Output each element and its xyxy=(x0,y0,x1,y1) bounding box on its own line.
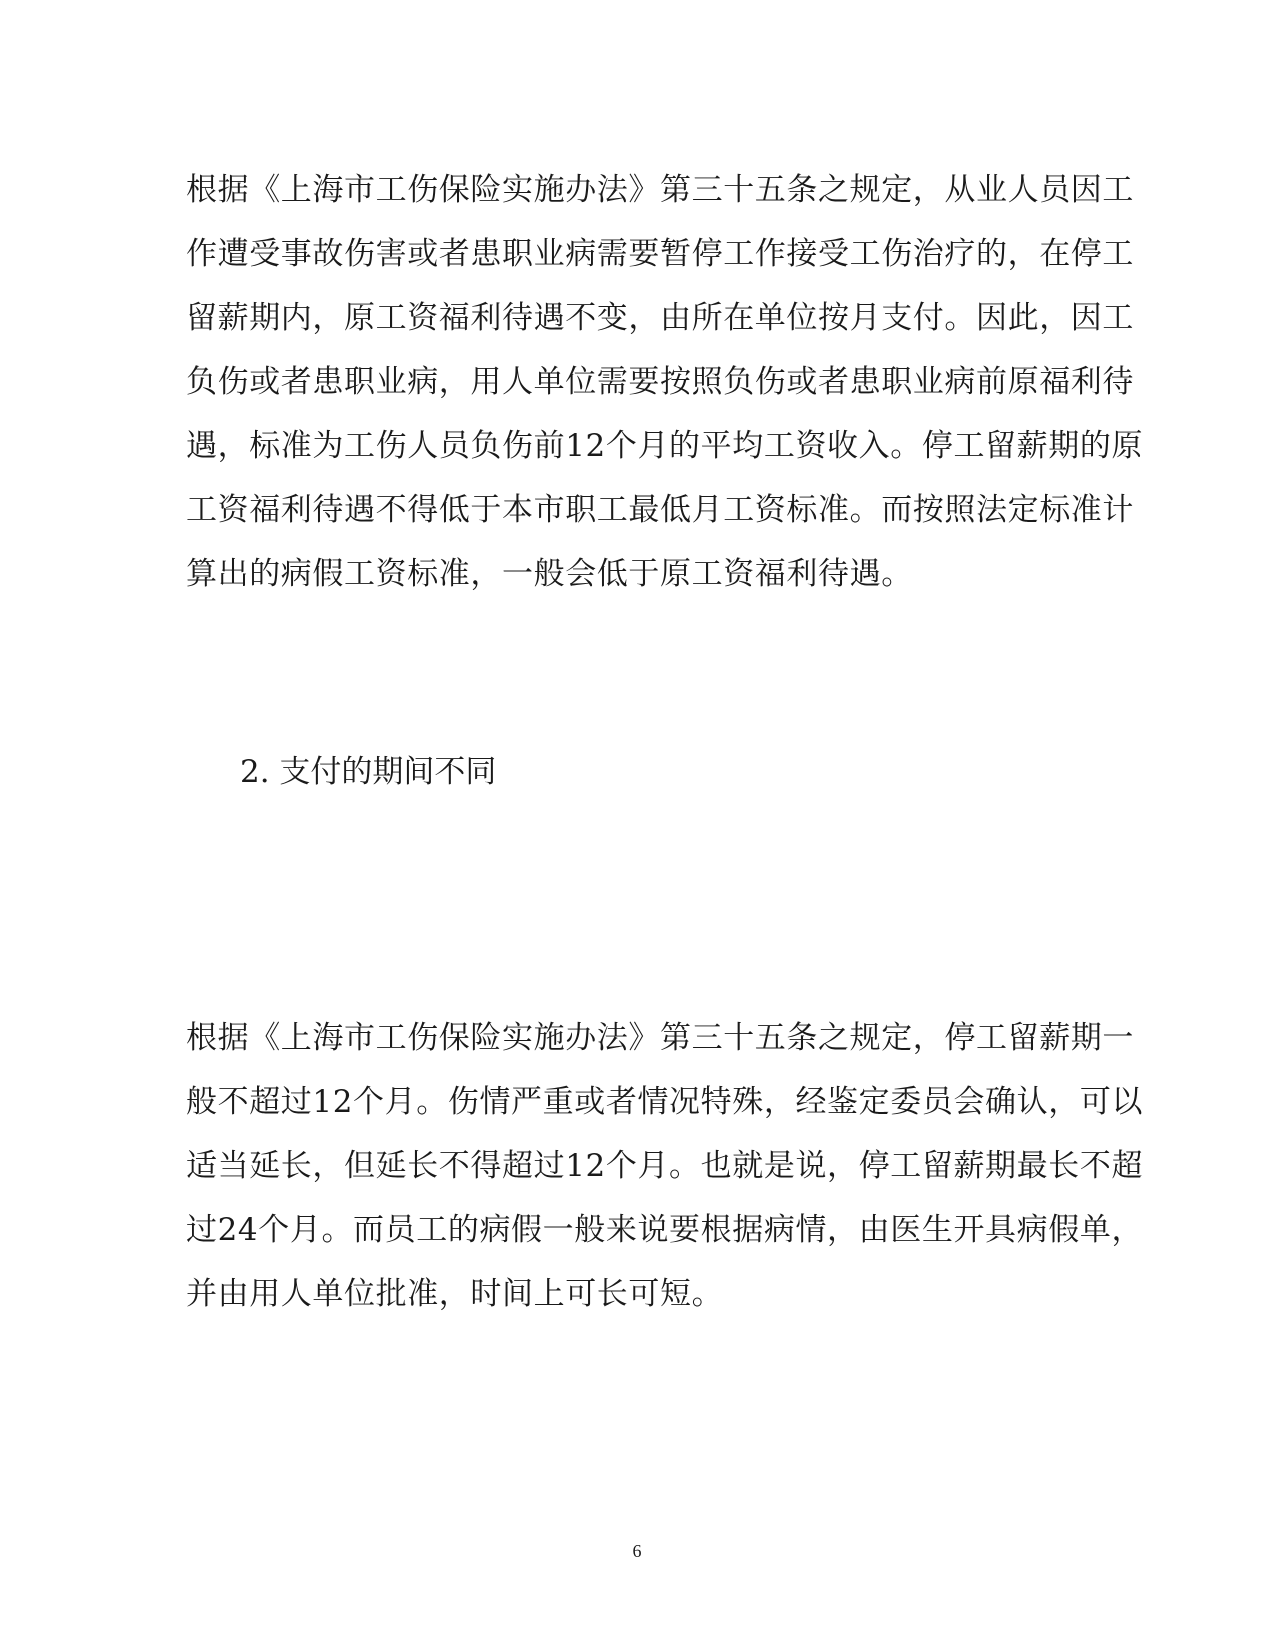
paragraph-1-line: 工资福利待遇不得低于本市职工最低月工资标准。而按照法定标准计 xyxy=(186,492,1134,528)
paragraph-1-line: 作遭受事故伤害或者患职业病需要暂停工作接受工伤治疗的，在停工 xyxy=(186,236,1134,272)
paragraph-1-line: 算出的病假工资标准，一般会低于原工资福利待遇。 xyxy=(186,556,913,592)
paragraph-2-line: 过24个月。而员工的病假一般来说要根据病情，由医生开具病假单， xyxy=(186,1212,1144,1248)
page-number: 6 xyxy=(632,1541,642,1561)
paragraph-2-line: 适当延长，但延长不得超过12个月。也就是说，停工留薪期最长不超 xyxy=(186,1148,1144,1184)
paragraph-2-line: 根据《上海市工伤保险实施办法》第三十五条之规定，停工留薪期一 xyxy=(186,1020,1134,1056)
paragraph-2-line: 并由用人单位批准，时间上可长可短。 xyxy=(186,1276,724,1312)
paragraph-2-line: 般不超过12个月。伤情严重或者情况特殊，经鉴定委员会确认，可以 xyxy=(186,1084,1144,1120)
section-heading: 2. 支付的期间不同 xyxy=(240,754,497,790)
paragraph-1-line: 遇，标准为工伤人员负伤前12个月的平均工资收入。停工留薪期的原 xyxy=(186,428,1144,464)
paragraph-1-line: 根据《上海市工伤保险实施办法》第三十五条之规定，从业人员因工 xyxy=(186,172,1134,208)
paragraph-1-line: 负伤或者患职业病，用人单位需要按照负伤或者患职业病前原福利待 xyxy=(186,364,1134,400)
paragraph-1-line: 留薪期内，原工资福利待遇不变，由所在单位按月支付。因此，因工 xyxy=(186,300,1134,336)
